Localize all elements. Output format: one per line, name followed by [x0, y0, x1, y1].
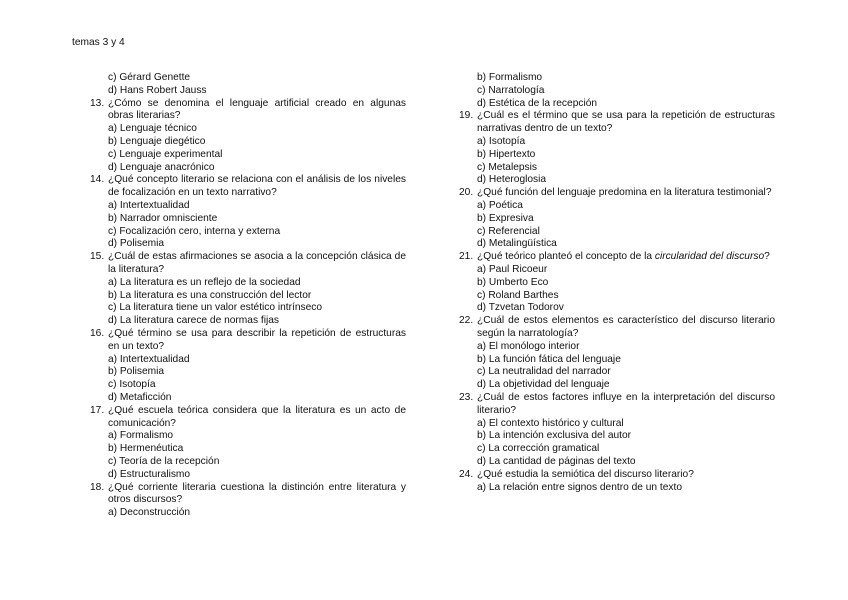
option-item: c) Gérard Genette	[108, 72, 191, 83]
option-item: a) Intertextualidad	[108, 353, 190, 365]
option-item: d) Metalingüística	[477, 238, 557, 250]
option-item: c) Roland Barthes	[477, 289, 559, 301]
option-item: c) La literatura tiene un valor estético intrínseco	[108, 302, 323, 314]
option-item: b) La intención exclusiva del autor	[477, 430, 632, 442]
option-item: b) Hipertexto	[477, 148, 536, 160]
question-number: 19.	[459, 110, 474, 122]
option-item: a) El monólogo interior	[477, 340, 580, 352]
question-number: 15.	[90, 251, 105, 263]
question-19	[459, 110, 775, 136]
option-item: c) La corrección gramatical	[477, 443, 600, 455]
option-item: c) Isotopía	[108, 379, 156, 391]
option-item: d) Metaficción	[108, 391, 172, 403]
question-text: ¿Qué escuela teórica considera que la literatura es un acto de comunicación?	[108, 404, 406, 429]
question-number: 21.	[459, 251, 474, 263]
question-text: ¿Qué término se usa para describir la repetición de estructuras en un texto?	[108, 327, 406, 352]
option-item: d) Tzvetan Todorov	[477, 302, 564, 314]
question-number: 24.	[459, 468, 474, 480]
option-item: c) Metalepsis	[477, 161, 538, 173]
option-item: a) La relación entre signos dentro de un texto	[477, 481, 683, 493]
question-text: ¿Cuál de estas afirmaciones se asocia a la concepción clásica de la literatura?	[108, 251, 406, 275]
question-number: 13.	[90, 97, 105, 109]
question-text: ¿Cuál de estos elementos es característico del discurso literario según la narratología?	[477, 315, 775, 339]
option-item: d) Lenguaje anacrónico	[108, 161, 215, 173]
option-item: b) Hermenéutica	[108, 443, 184, 455]
left-column	[90, 72, 406, 520]
option-item: b) Formalismo	[477, 72, 543, 83]
question-13	[90, 98, 406, 124]
option-item: a) La literatura es un reflejo de la sociedad	[108, 276, 301, 288]
question-24	[459, 469, 775, 482]
option-item: b) Expresiva	[477, 212, 534, 224]
question-text-part: ¿Qué teórico planteó el concepto de la	[477, 251, 655, 263]
question-text: ¿Qué corriente literaria cuestiona la distinción entre literatura y otros discursos?	[108, 481, 406, 506]
document-header: temas 3 y 4	[72, 37, 125, 48]
option-item: d) La objetividad del lenguaje	[477, 379, 610, 391]
question-text-italic: circularidad del discurso	[654, 251, 765, 263]
option-item: a) El contexto histórico y cultural	[477, 417, 624, 429]
option-item: d) Hans Robert Jauss	[108, 84, 207, 96]
option-item: c) Focalización cero, interna y externa	[108, 225, 281, 237]
question-text: ¿Cuál de estos factores influye en la interpretación del discurso literario?	[477, 391, 775, 416]
option-item: c) Lenguaje experimental	[108, 148, 223, 160]
option-item: d) Polisemia	[108, 238, 165, 250]
option-item: d) Estructuralismo	[108, 468, 191, 480]
question-text: ¿Qué concepto literario se relaciona con el análisis de los niveles de focalización en un texto narrativo?	[108, 174, 406, 199]
option-item: b) Umberto Eco	[477, 276, 549, 288]
question-22	[459, 315, 775, 341]
question-text: ¿Qué estudia la semiótica del discurso literario?	[477, 468, 694, 480]
question-text-part: ?	[764, 251, 770, 263]
right-column	[459, 72, 775, 494]
question-number: 23.	[459, 391, 474, 403]
question-23	[459, 392, 775, 418]
question-number: 14.	[90, 174, 105, 186]
question-17	[90, 405, 406, 431]
question-number: 18.	[90, 481, 105, 493]
question-21	[459, 251, 775, 264]
question-14	[90, 174, 406, 200]
question-20	[459, 187, 775, 200]
option-item: b) Polisemia	[108, 366, 165, 378]
option-item: a) Poética	[477, 199, 523, 211]
question-text: ¿Cómo se denomina el lenguaje artificial creado en algunas obras literarias?	[108, 97, 406, 122]
question-text	[477, 251, 775, 264]
option-item: b) La literatura es una construcción del lector	[108, 289, 312, 301]
option-item: d) La literatura carece de normas fijas	[108, 315, 280, 327]
question-number: 22.	[459, 315, 474, 327]
option-item: c) La neutralidad del narrador	[477, 366, 611, 378]
option-item: a) Formalismo	[108, 430, 174, 442]
question-text: ¿Qué función del lenguaje predomina en la literatura testimonial?	[477, 187, 772, 199]
question-text: ¿Cuál es el término que se usa para la repetición de estructuras narrativas dentro de un texto?	[477, 110, 775, 135]
question-number: 17.	[90, 404, 105, 416]
option-item: c) Teoría de la recepción	[108, 455, 220, 467]
question-18	[90, 482, 406, 508]
option-item: a) Lenguaje técnico	[108, 123, 197, 135]
question-number: 20.	[459, 187, 474, 199]
option-item: a) Isotopía	[477, 135, 526, 147]
option-item: b) La función fática del lenguaje	[477, 353, 621, 365]
option-item: d) La cantidad de páginas del texto	[477, 455, 636, 467]
question-number: 16.	[90, 327, 105, 339]
option-item: c) Narratología	[477, 84, 545, 96]
option-item: a) Paul Ricoeur	[477, 263, 548, 275]
option-item: a) Deconstrucción	[108, 507, 191, 519]
question-15	[90, 251, 406, 277]
option-item: b) Lenguaje diegético	[108, 135, 206, 147]
question-16	[90, 328, 406, 354]
option-item: b) Narrador omnisciente	[108, 212, 218, 224]
option-item: c) Referencial	[477, 225, 540, 237]
option-item: d) Estética de la recepción	[477, 97, 598, 109]
option-item: a) Intertextualidad	[108, 199, 190, 211]
option-item: d) Heteroglosia	[477, 174, 547, 186]
